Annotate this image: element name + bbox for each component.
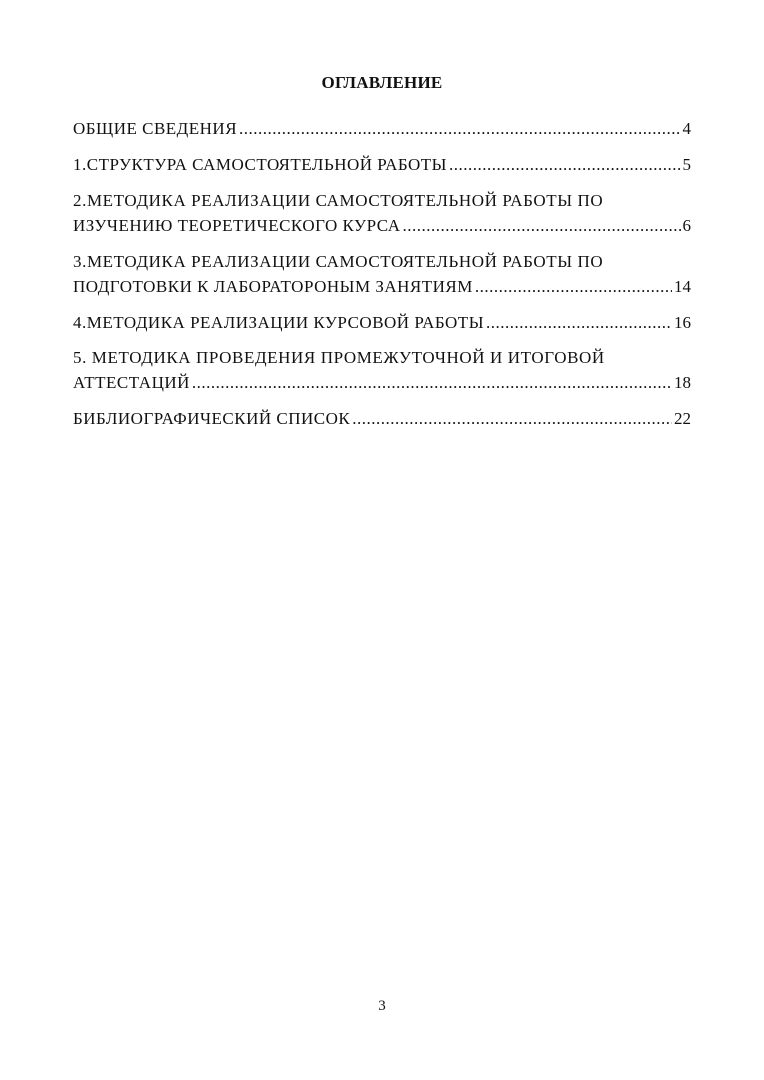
- toc-entry-lab-prep[interactable]: [73, 249, 691, 299]
- toc-entry-title-line: 3.МЕТОДИКА РЕАЛИЗАЦИИ САМОСТОЯТЕЛЬНОЙ РАБОТЫ ПО: [73, 252, 604, 271]
- toc-entry-general-info[interactable]: [73, 116, 691, 141]
- toc-entry-title: АТТЕСТАЦИЙ: [73, 373, 190, 392]
- dot-leader: [239, 116, 680, 141]
- toc-entry-title: ИЗУЧЕНИЮ ТЕОРЕТИЧЕСКОГО КУРСА: [73, 216, 401, 235]
- toc-page-number: 16: [674, 313, 691, 332]
- toc-entry-title: 4.МЕТОДИКА РЕАЛИЗАЦИИ КУРСОВОЙ РАБОТЫ: [73, 313, 485, 332]
- dot-leader: [475, 274, 672, 299]
- page-number: 3: [378, 998, 386, 1014]
- toc-entry-title: БИБЛИОГРАФИЧЕСКИЙ СПИСОК: [73, 409, 351, 428]
- toc-entry-title-line: 2.МЕТОДИКА РЕАЛИЗАЦИИ САМОСТОЯТЕЛЬНОЙ РАБОТЫ ПО: [73, 191, 604, 210]
- toc-entry-coursework[interactable]: [73, 310, 691, 335]
- toc-page-number: 14: [674, 277, 691, 296]
- toc-entry-structure[interactable]: [73, 152, 691, 177]
- dot-leader: [449, 152, 681, 177]
- toc-page-number: 18: [674, 373, 691, 392]
- dot-leader: [352, 406, 672, 431]
- toc-page-number: 6: [682, 216, 691, 235]
- toc-entry-title-line: 5. МЕТОДИКА ПРОВЕДЕНИЯ ПРОМЕЖУТОЧНОЙ И ИТОГОВОЙ: [73, 348, 605, 367]
- toc-entry-bibliography[interactable]: [73, 406, 691, 431]
- toc-entry-title: 1.СТРУКТУРА САМОСТОЯТЕЛЬНОЙ РАБОТЫ: [73, 155, 447, 174]
- toc-entry-title: ОБЩИЕ СВЕДЕНИЯ: [73, 119, 238, 138]
- toc-page-number: 5: [682, 155, 691, 174]
- toc-page-number: 4: [682, 119, 691, 138]
- page-title: ОГЛАВЛЕНИЕ: [321, 73, 443, 92]
- toc-entry-title: ПОДГОТОВКИ К ЛАБОРАТОРОНЫМ ЗАНЯТИЯМ: [73, 277, 473, 296]
- dot-leader: [403, 213, 681, 238]
- dot-leader: [486, 310, 672, 335]
- toc-entry-attestation[interactable]: [73, 345, 691, 395]
- toc-entry-theory-course[interactable]: [73, 188, 691, 238]
- dot-leader: [192, 370, 672, 395]
- toc-page-number: 22: [674, 409, 691, 428]
